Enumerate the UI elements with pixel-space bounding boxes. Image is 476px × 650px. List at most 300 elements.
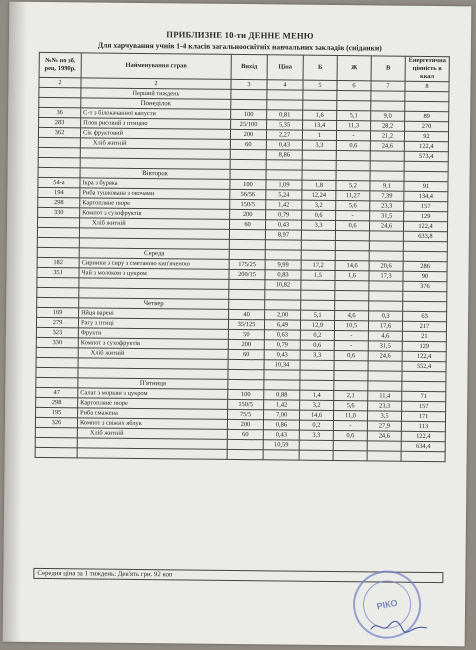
dish-name-cell: Риба тушкована з овочами <box>80 188 230 200</box>
recipe-no-cell: 54-а <box>38 177 80 187</box>
empty-cell <box>267 90 303 100</box>
empty-cell <box>38 147 80 157</box>
total-price-cell: 8,97 <box>265 230 301 240</box>
price-cell: 5,24 <box>266 190 302 200</box>
price-cell: 6,49 <box>264 320 300 330</box>
empty-cell <box>335 241 369 251</box>
energy-cell: 171 <box>401 411 445 421</box>
energy-cell: 129 <box>404 211 448 221</box>
empty-cell <box>334 371 368 381</box>
proteins-cell: 12,24 <box>302 190 336 200</box>
fats-cell: 10,5 <box>334 321 368 331</box>
index-cell: 5 <box>303 80 337 90</box>
empty-cell <box>369 251 403 261</box>
price-cell: 0,43 <box>265 220 301 230</box>
empty-cell <box>301 240 335 250</box>
total-kcal-cell: 573,4 <box>404 151 448 161</box>
empty-cell <box>405 91 449 101</box>
proteins-cell: 13,4 <box>303 120 337 130</box>
energy-cell: 91 <box>404 181 448 191</box>
total-kcal-cell: 633,8 <box>403 231 447 241</box>
output-cell: 40 <box>229 309 265 319</box>
empty-cell <box>367 451 401 461</box>
dish-name-cell: Ікра з буряка <box>80 178 230 190</box>
empty-cell <box>265 240 301 250</box>
recipe-no-cell: 323 <box>36 327 78 337</box>
proteins-cell: 1,5 <box>301 270 335 280</box>
price-cell: 2,27 <box>266 130 302 140</box>
col-header-output: Вихід <box>231 54 267 79</box>
recipe-no-cell: 330 <box>38 207 80 217</box>
proteins-cell: 0,6 <box>302 210 336 220</box>
empty-cell <box>369 241 403 251</box>
output-cell: 200/15 <box>229 269 265 279</box>
empty-cell <box>263 450 299 460</box>
empty-cell <box>37 227 79 237</box>
recipe-no-cell <box>38 217 80 227</box>
empty-cell <box>337 101 371 111</box>
empty-cell <box>370 161 404 171</box>
fats-cell: 0,6 <box>334 351 368 361</box>
empty-cell <box>36 377 78 387</box>
index-cell: 3 <box>231 79 267 89</box>
output-cell: 50 <box>228 329 264 339</box>
empty-cell <box>333 441 367 451</box>
energy-cell: 63 <box>403 311 447 321</box>
empty-cell <box>38 157 80 167</box>
empty-cell <box>302 170 336 180</box>
empty-cell <box>302 150 336 160</box>
output-cell: 100 <box>228 389 264 399</box>
energy-cell: 134,4 <box>404 191 448 201</box>
proteins-cell: 17,2 <box>301 260 335 270</box>
empty-cell <box>369 231 403 241</box>
output-cell: 200 <box>230 129 266 139</box>
day-name: Четвер <box>79 298 229 310</box>
total-price-cell: 10,59 <box>263 440 299 450</box>
empty-cell <box>39 97 81 107</box>
dish-name-cell: Плов рисовий з птицею <box>81 118 231 130</box>
output-cell: 60 <box>228 349 264 359</box>
empty-cell <box>334 381 368 391</box>
proteins-cell: 5,1 <box>301 310 335 320</box>
recipe-no-cell: 298 <box>36 397 78 407</box>
carbs-cell: 24,6 <box>369 221 403 231</box>
empty-cell <box>403 251 447 261</box>
empty-cell <box>264 380 300 390</box>
recipe-no-cell: 330 <box>36 337 78 347</box>
empty-cell <box>228 369 264 379</box>
carbs-cell: 17,6 <box>368 321 402 331</box>
energy-cell: 270 <box>405 121 449 131</box>
empty-cell <box>336 161 370 171</box>
empty-cell <box>267 100 303 110</box>
proteins-cell: 3,3 <box>300 350 334 360</box>
index-cell: 8 <box>405 81 449 91</box>
index-cell: 6 <box>337 81 371 91</box>
recipe-no-cell: 298 <box>38 197 80 207</box>
empty-cell <box>266 170 302 180</box>
recipe-no-cell: 326 <box>35 417 77 427</box>
empty-cell <box>301 300 335 310</box>
index-cell: 4 <box>267 80 303 90</box>
empty-cell <box>335 281 369 291</box>
empty-cell <box>37 237 79 247</box>
energy-cell: 157 <box>404 201 448 211</box>
total-kcal-cell: 376 <box>403 281 447 291</box>
proteins-cell: 3,3 <box>302 140 336 150</box>
empty-cell <box>302 160 336 170</box>
dish-name-cell: Хліб житній <box>78 348 228 360</box>
proteins-cell: 3,2 <box>302 200 336 210</box>
empty-cell <box>371 91 405 101</box>
energy-cell: 113 <box>401 421 445 431</box>
col-header-carbs: В <box>371 56 405 81</box>
recipe-no-cell <box>36 347 78 357</box>
price-cell: 0,88 <box>264 390 300 400</box>
empty-cell <box>300 360 334 370</box>
fats-cell: - <box>333 421 367 431</box>
empty-cell <box>36 367 78 377</box>
empty-cell <box>37 277 79 287</box>
fats-cell: 0,6 <box>335 221 369 231</box>
fats-cell: 0,6 <box>336 141 370 151</box>
recipe-no-cell: 36 <box>39 107 81 117</box>
col-header-recipe-no: №№ по зб. рец. 1990р. <box>39 52 81 77</box>
price-cell: 7,00 <box>263 410 299 420</box>
carbs-cell: 27,9 <box>367 421 401 431</box>
carbs-cell: 4,6 <box>368 331 402 341</box>
empty-cell <box>35 447 77 457</box>
empty-cell <box>230 169 266 179</box>
empty-cell <box>401 451 445 461</box>
dish-name-cell: Компот з свіжих яблук <box>77 418 227 430</box>
proteins-cell: 1,8 <box>302 180 336 190</box>
empty-cell <box>301 230 335 240</box>
col-header-fats: Ж <box>337 56 371 81</box>
empty-cell <box>367 441 401 451</box>
price-cell: 1,42 <box>266 200 302 210</box>
energy-cell: 129 <box>402 341 446 351</box>
day-name: Вівторок <box>80 168 230 180</box>
recipe-no-cell: 169 <box>37 307 79 317</box>
output-cell: 75/5 <box>228 409 264 419</box>
carbs-cell: 3,5 <box>367 411 401 421</box>
dish-name-cell: Хліб житній <box>80 138 230 150</box>
proteins-cell: 1,4 <box>300 390 334 400</box>
empty-cell <box>228 359 264 369</box>
carbs-cell: 31,5 <box>370 211 404 221</box>
recipe-no-cell: 47 <box>36 387 78 397</box>
fats-cell: 11,27 <box>336 191 370 201</box>
empty-cell <box>301 250 335 260</box>
empty-cell <box>405 101 449 111</box>
proteins-cell: 3,3 <box>301 220 335 230</box>
empty-cell <box>229 249 265 259</box>
empty-cell <box>230 159 266 169</box>
energy-cell: 157 <box>402 401 446 411</box>
energy-cell: 122,4 <box>402 351 446 361</box>
carbs-cell: 28,2 <box>371 121 405 131</box>
empty-cell <box>402 371 446 381</box>
empty-cell <box>335 291 369 301</box>
empty-cell <box>403 241 447 251</box>
proteins-cell: 3,2 <box>300 400 334 410</box>
energy-cell: 217 <box>402 321 446 331</box>
empty-cell <box>334 361 368 371</box>
carbs-cell: 9,0 <box>371 111 405 121</box>
dish-name-cell: Салат з моркви з цукром <box>78 388 228 400</box>
page-shadow <box>3 2 28 642</box>
output-cell: 60 <box>227 429 263 439</box>
price-cell: 0,86 <box>263 420 299 430</box>
day-name: Середа <box>79 248 229 260</box>
output-cell: 56/56 <box>230 189 266 199</box>
output-cell: 200 <box>230 209 266 219</box>
empty-cell <box>229 229 265 239</box>
empty-cell <box>77 448 227 460</box>
energy-cell: 286 <box>403 261 447 271</box>
empty-cell <box>369 291 403 301</box>
price-cell: 0,43 <box>266 140 302 150</box>
document-page <box>3 2 472 647</box>
fats-cell: 2,1 <box>334 391 368 401</box>
total-price-cell: 10,82 <box>265 280 301 290</box>
output-cell: 175/25 <box>229 259 265 269</box>
output-cell: 200 <box>228 339 264 349</box>
empty-cell <box>265 300 301 310</box>
menu-table <box>35 52 450 462</box>
empty-cell <box>36 357 78 367</box>
output-cell: 100 <box>231 109 267 119</box>
empty-cell <box>37 247 79 257</box>
energy-cell: 92 <box>404 131 448 141</box>
empty-cell <box>336 151 370 161</box>
output-cell: 60 <box>229 219 265 229</box>
proteins-cell: 12,9 <box>300 320 334 330</box>
day-name: Понеділок <box>81 98 231 110</box>
empty-cell <box>37 297 79 307</box>
empty-cell <box>370 151 404 161</box>
fats-cell: 11,3 <box>337 121 371 131</box>
empty-cell <box>368 361 402 371</box>
empty-cell <box>301 280 335 290</box>
empty-cell <box>299 450 333 460</box>
empty-cell <box>264 370 300 380</box>
empty-cell <box>266 160 302 170</box>
proteins-cell: 0,6 <box>300 340 334 350</box>
recipe-no-cell: 283 <box>39 117 81 127</box>
index-cell: 7 <box>371 81 405 91</box>
dish-name-cell: Фрукти <box>78 328 228 340</box>
output-cell: 150/5 <box>230 199 266 209</box>
dish-name-cell: Яйця варені <box>79 308 229 320</box>
proteins-cell: 0,2 <box>299 420 333 430</box>
empty-cell <box>301 290 335 300</box>
fats-cell: 1,6 <box>335 271 369 281</box>
empty-cell <box>404 161 448 171</box>
proteins-cell: 1 <box>302 130 336 140</box>
empty-cell <box>333 451 367 461</box>
carbs-cell: 11,4 <box>368 391 402 401</box>
empty-cell <box>403 301 447 311</box>
carbs-cell: 31,5 <box>368 341 402 351</box>
output-cell: 150/5 <box>228 399 264 409</box>
dish-name-cell: Чай з молоком з цукром <box>79 268 229 280</box>
carbs-cell: 23,3 <box>368 401 402 411</box>
document-subtitle: Для харчування учнів 1-4 класів загальноосвітніх навчальних закладів (сніданки) <box>97 40 382 53</box>
price-cell: 0,63 <box>264 330 300 340</box>
proteins-cell: 1,6 <box>303 110 337 120</box>
empty-cell <box>370 171 404 181</box>
empty-cell <box>404 171 448 181</box>
carbs-cell: 24,6 <box>368 351 402 361</box>
fats-cell: 11,0 <box>333 411 367 421</box>
energy-cell: 21 <box>402 331 446 341</box>
output-cell: 25/100 <box>231 119 267 129</box>
output-cell: 100 <box>230 179 266 189</box>
fats-cell: 5,6 <box>336 201 370 211</box>
recipe-no-cell: 182 <box>37 257 79 267</box>
empty-cell <box>299 440 333 450</box>
empty-cell <box>402 381 446 391</box>
carbs-cell: 24,6 <box>370 141 404 151</box>
proteins-cell: 0,2 <box>300 330 334 340</box>
empty-cell <box>335 301 369 311</box>
fats-cell: 14,6 <box>335 261 369 271</box>
carbs-cell: 17,3 <box>369 271 403 281</box>
dish-name-cell: Риба смажена <box>78 408 228 420</box>
empty-cell <box>227 439 263 449</box>
carbs-cell: 0,3 <box>369 311 403 321</box>
price-cell: 0,81 <box>267 110 303 120</box>
carbs-cell: 20,6 <box>369 261 403 271</box>
fats-cell: 5,6 <box>334 401 368 411</box>
recipe-no-cell: 351 <box>37 267 79 277</box>
empty-cell <box>303 90 337 100</box>
empty-cell <box>300 370 334 380</box>
dish-name-cell: Хліб житній <box>77 428 227 440</box>
dish-name-cell: Картопляне пюре <box>78 398 228 410</box>
empty-cell <box>37 287 79 297</box>
output-cell: 35/125 <box>228 319 264 329</box>
recipe-no-cell: 362 <box>38 127 80 137</box>
col-header-energy: Енергетична цінність в ккал <box>405 56 449 81</box>
col-header-dish-name: Найменування страв <box>81 53 231 80</box>
dish-name-cell: С-т з білокачанної капусти <box>81 108 231 120</box>
empty-cell <box>231 99 267 109</box>
empty-cell <box>369 281 403 291</box>
energy-cell: 122,4 <box>401 431 445 441</box>
dish-name-cell: Компот з сухофруктів <box>80 208 230 220</box>
empty-cell <box>369 301 403 311</box>
energy-cell: 90 <box>403 271 447 281</box>
carbs-cell: 24,6 <box>367 431 401 441</box>
price-cell: 0,83 <box>265 270 301 280</box>
empty-cell <box>229 239 265 249</box>
dish-name-cell: Хліб житній <box>79 218 229 230</box>
empty-cell <box>227 449 263 459</box>
price-cell: 2,00 <box>265 310 301 320</box>
empty-cell <box>229 289 265 299</box>
empty-cell <box>335 251 369 261</box>
carbs-cell: 23,3 <box>370 201 404 211</box>
price-cell: 0,79 <box>266 210 302 220</box>
dish-name-cell: Картопляне пюре <box>80 198 230 210</box>
carbs-cell: 9,1 <box>370 181 404 191</box>
empty-cell <box>35 437 77 447</box>
carbs-cell: 21,2 <box>370 131 404 141</box>
day-name: П'ятниця <box>78 378 228 390</box>
empty-cell <box>300 380 334 390</box>
dish-name-cell: Сік фруктовий <box>80 128 230 140</box>
empty-cell <box>368 371 402 381</box>
price-cell: 0,79 <box>264 340 300 350</box>
total-price-cell: 10,34 <box>264 360 300 370</box>
index-cell: 2 <box>39 77 81 87</box>
price-cell: 1,09 <box>266 180 302 190</box>
empty-cell <box>368 381 402 391</box>
empty-cell <box>230 149 266 159</box>
fats-cell: 5,2 <box>336 181 370 191</box>
empty-cell <box>39 87 81 97</box>
recipe-no-cell <box>38 137 80 147</box>
empty-cell <box>303 100 337 110</box>
fats-cell: - <box>336 211 370 221</box>
fats-cell: - <box>334 341 368 351</box>
proteins-cell: 14,6 <box>299 410 333 420</box>
dish-name-cell: Компот з сухофруктів <box>78 338 228 350</box>
col-header-proteins: Б <box>303 55 337 80</box>
carbs-cell: 7,39 <box>370 191 404 201</box>
total-price-cell: 8,86 <box>266 150 302 160</box>
price-cell: 0,43 <box>264 350 300 360</box>
document-title: ПРИБЛИЗНЕ 10-ти ДЕННЕ МЕНЮ <box>166 29 314 41</box>
empty-cell <box>337 91 371 101</box>
fats-cell: 0,6 <box>333 431 367 441</box>
signature <box>369 617 429 636</box>
energy-cell: 71 <box>402 391 446 401</box>
empty-cell <box>371 101 405 111</box>
price-cell: 1,42 <box>264 400 300 410</box>
stamp-text: РІКО <box>375 597 399 612</box>
energy-cell: 122,4 <box>404 141 448 151</box>
recipe-no-cell: 195 <box>36 407 78 417</box>
empty-cell <box>38 167 80 177</box>
index-cell: 2 <box>81 78 231 90</box>
output-cell: 200 <box>227 419 263 429</box>
recipe-no-cell: 194 <box>38 187 80 197</box>
price-cell: 5,35 <box>267 120 303 130</box>
empty-cell <box>265 250 301 260</box>
empty-cell <box>229 299 265 309</box>
energy-cell: 89 <box>405 111 449 121</box>
empty-cell <box>231 89 267 99</box>
dish-name-cell: Рагу з птиці <box>78 318 228 330</box>
col-header-price: Ціна <box>267 55 303 80</box>
fats-cell: - <box>334 331 368 341</box>
empty-cell <box>336 171 370 181</box>
empty-cell <box>229 279 265 289</box>
output-cell: 60 <box>230 139 266 149</box>
empty-cell <box>403 291 447 301</box>
fats-cell: - <box>336 131 370 141</box>
average-price-note: Середня ціна за 1 тиждень: Дев'ять грн. 92 коп <box>33 568 443 583</box>
dish-name-cell: Сирники з сиру з сметаною кип'яченою <box>79 258 229 270</box>
fats-cell: 5,1 <box>337 111 371 121</box>
empty-cell <box>228 379 264 389</box>
empty-cell <box>265 290 301 300</box>
